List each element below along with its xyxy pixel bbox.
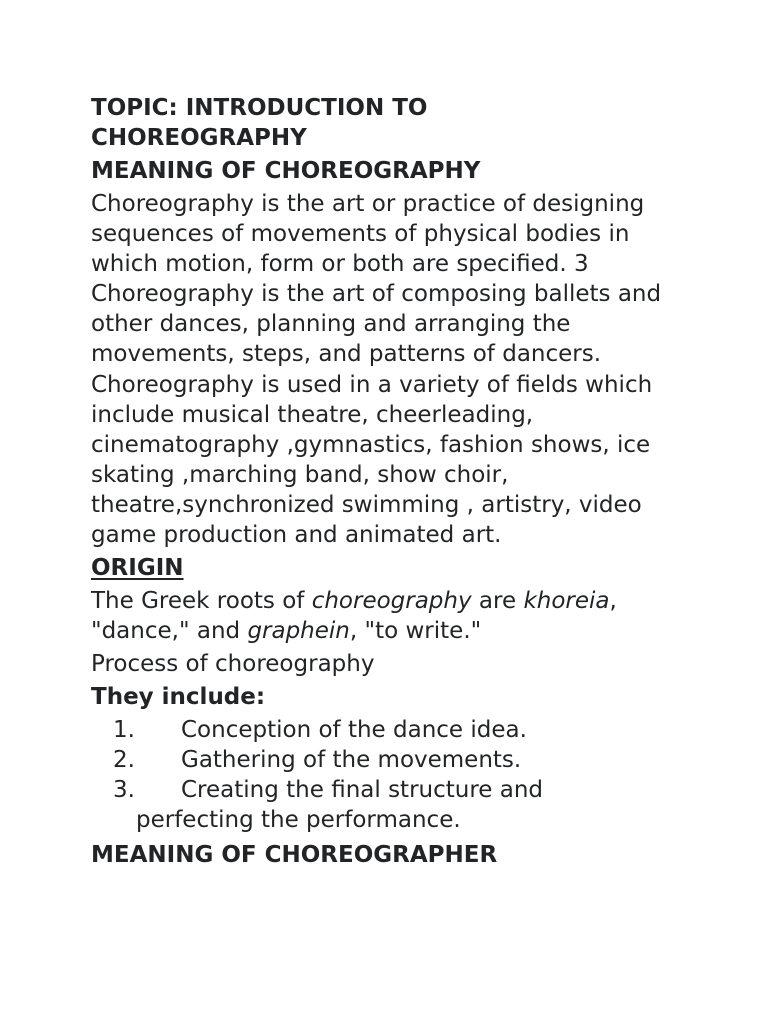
process-line: Process of choreography: [91, 651, 375, 678]
origin-paragraph: [91, 586, 681, 646]
origin-text-1: The Greek roots of: [91, 588, 312, 615]
document-page: [91, 93, 681, 870]
origin-text-3: , "dance," and: [91, 588, 617, 645]
origin-text-4: , "to write.": [349, 618, 482, 645]
list-item-number: 1.: [113, 717, 135, 744]
origin-term-graphein: graphein: [247, 618, 350, 645]
list-item-number: 3.: [113, 777, 135, 804]
list-item-text-continued: perfecting the performance.: [136, 807, 461, 834]
origin-term-choreography: choreography: [311, 588, 472, 615]
topic-heading: TOPIC: INTRODUCTION TO CHOREOGRAPHY: [91, 95, 428, 151]
origin-heading: ORIGIN: [91, 555, 184, 582]
meaning-paragraph: Choreography is the art or practice of designing sequences of movements of physical bodies in which motion, form or both are specified. 3 Choreography is the art of composing ballets and other dances, planning and arranging the movements, steps, and patterns of dancers. Choreography is used in a variety of fields which include musical theatre, cheerleading, cinematography ,gymnastics, fashion shows, ice skating ,marching band, show choir, theatre,synchronized swimming , artistry, video game production and animated art.: [91, 191, 662, 549]
list-item-number: 2.: [113, 747, 135, 774]
they-include-heading: They include:: [91, 684, 266, 711]
list-item-text: Creating the final structure and: [181, 777, 544, 804]
meaning-of-choreographer-heading: MEANING OF CHOREOGRAPHER: [91, 842, 498, 869]
list-item-text: Conception of the dance idea.: [181, 717, 527, 744]
list-item: [91, 745, 681, 775]
origin-term-khoreia: khoreia: [523, 588, 610, 615]
origin-text-2: are: [471, 588, 524, 615]
process-steps-list: [91, 715, 681, 835]
list-item: [91, 715, 681, 745]
meaning-of-choreography-heading: MEANING OF CHOREOGRAPHY: [91, 158, 481, 184]
list-item: [91, 775, 681, 835]
list-item-text: Gathering of the movements.: [181, 747, 522, 774]
